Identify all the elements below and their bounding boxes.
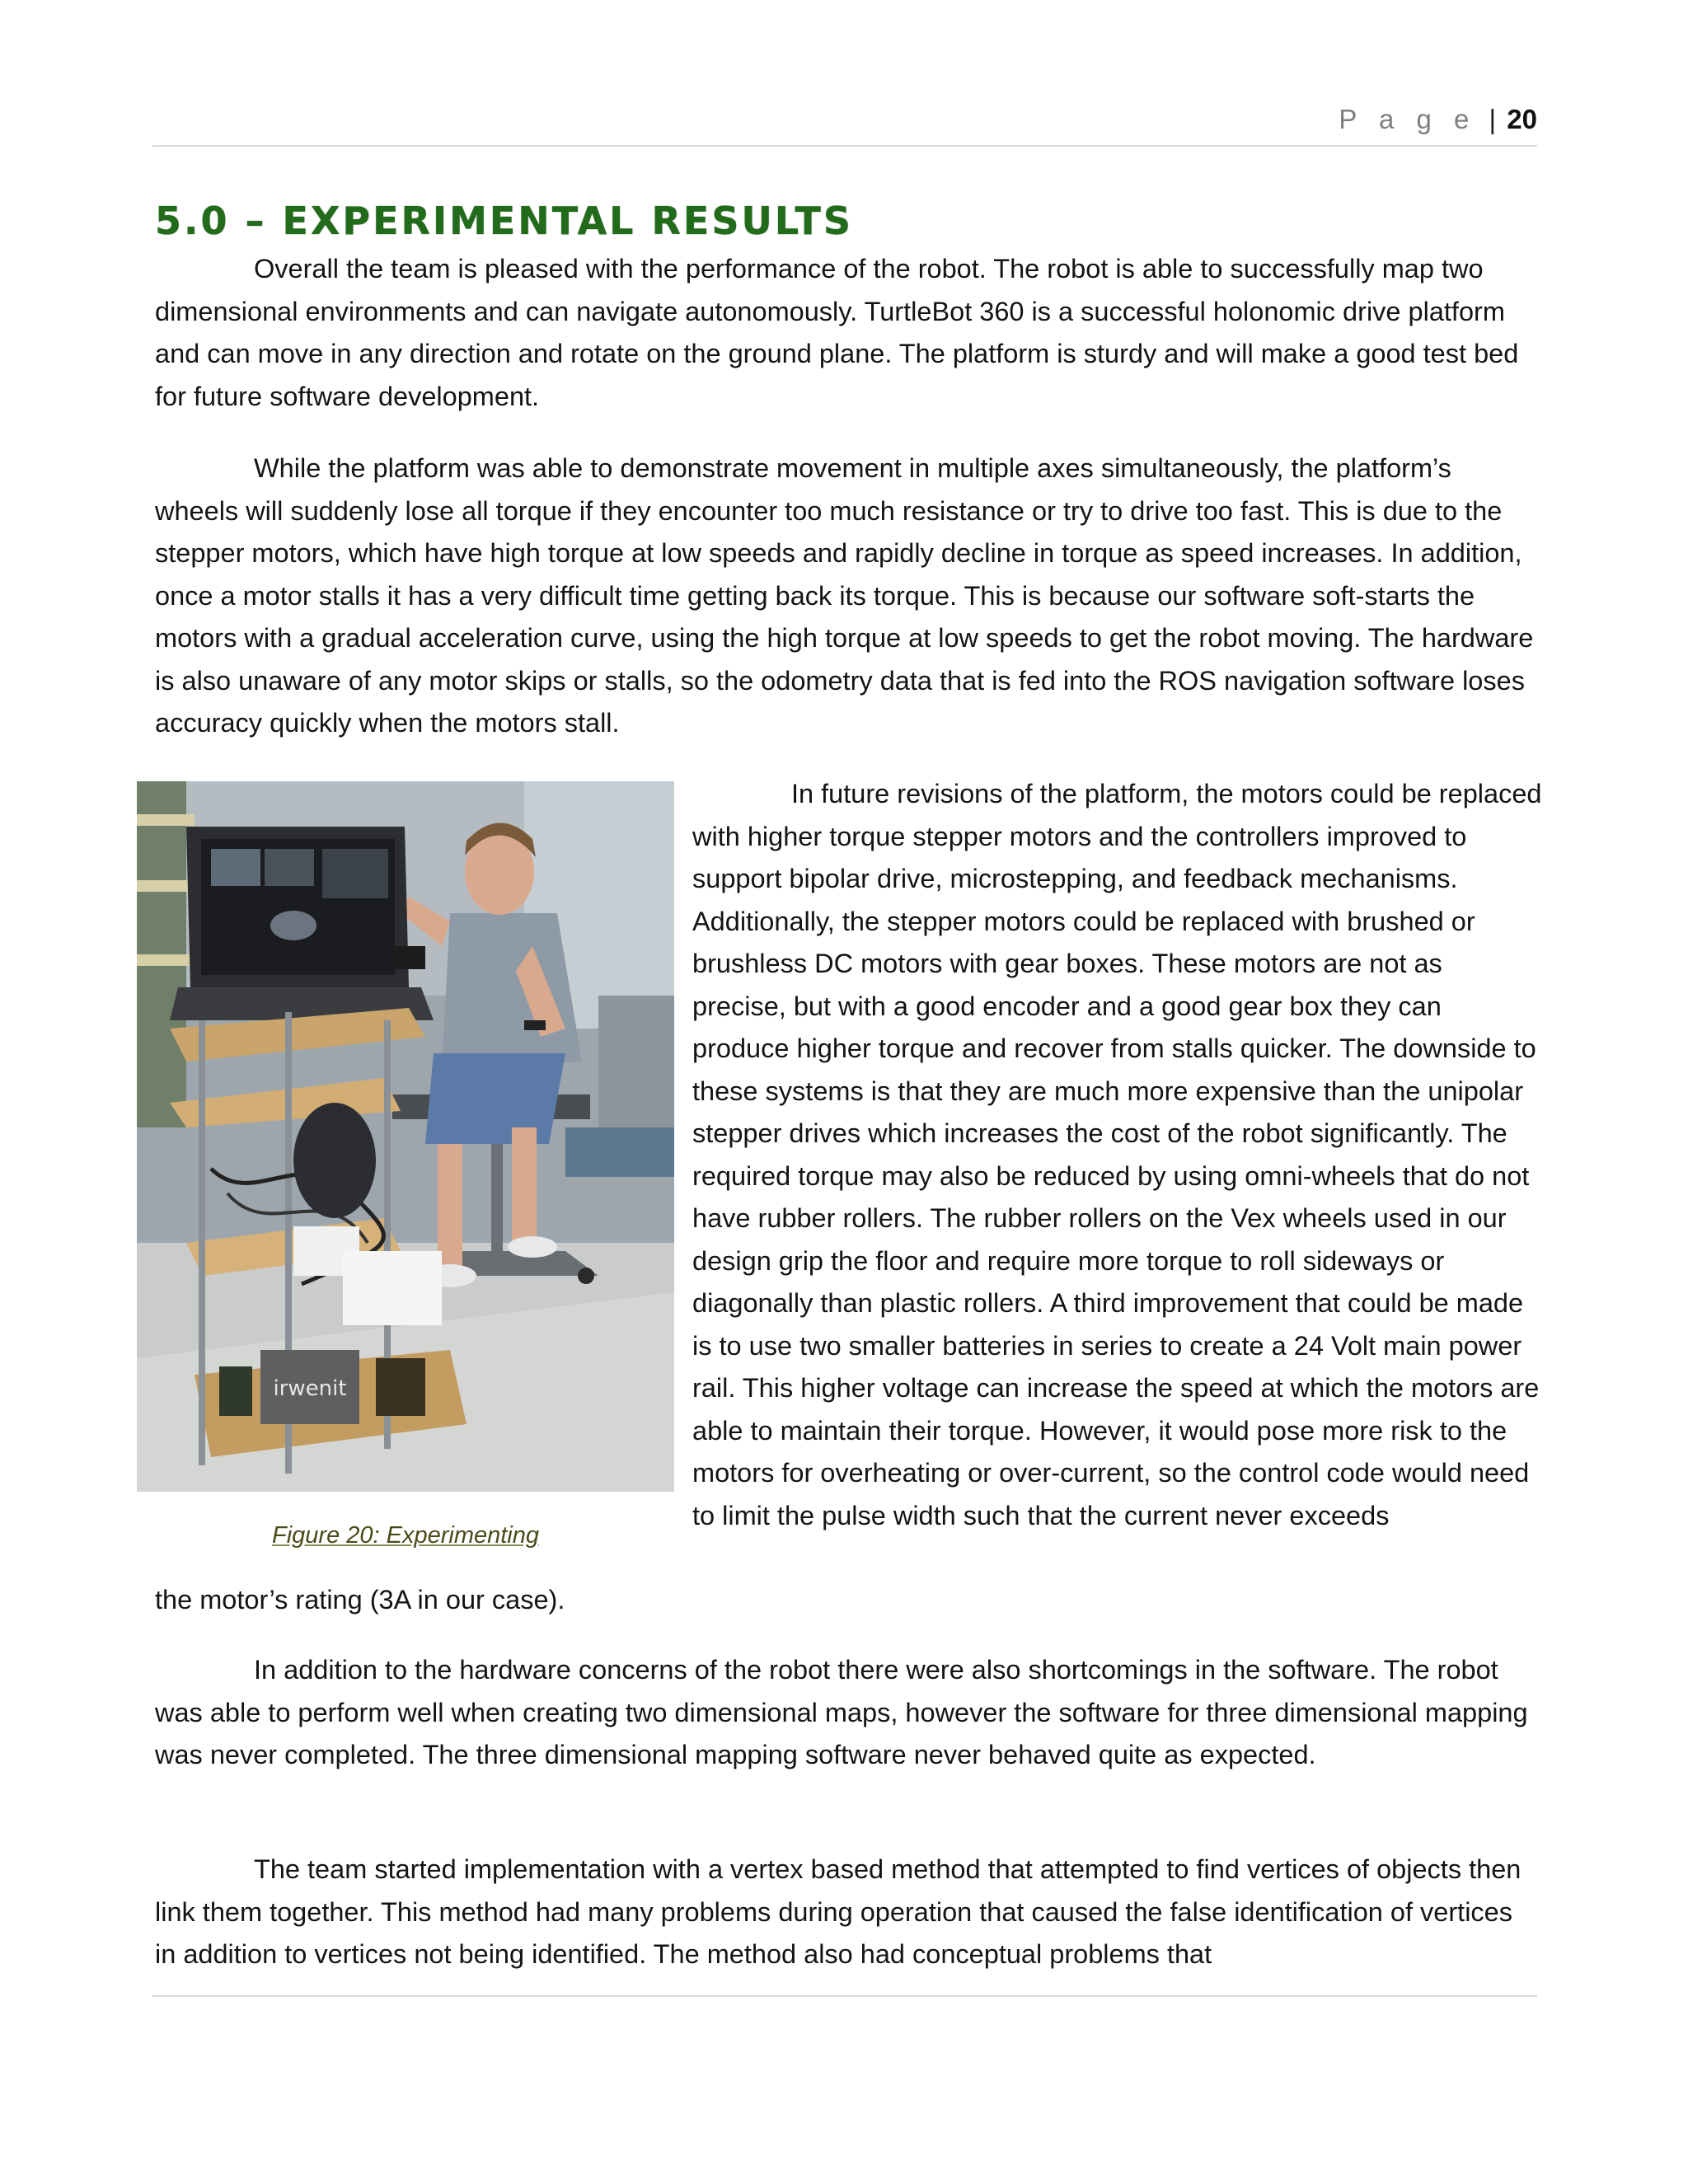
paragraph-vertex-method: The team started implementation with a vertex based method that attempted to find vertices of objects then link them together. This method had many problems during operation that caused the false identification of vertices in addition to vertices not being identified. The method also had conceptual problems that — [155, 1854, 1522, 1969]
paragraph-software-shortcomings: In addition to the hardware concerns of the robot there were also shortcomings in the software. The robot was able to perform well when creating two dimensional maps, however the software for three dimensional mapping was never completed. The three dimensional mapping software never behaved quite as expected. — [155, 1655, 1528, 1769]
section-heading: 5.0 – EXPERIMENTAL RESULTS — [155, 199, 854, 243]
experiment-photo — [137, 781, 674, 1492]
footer-rule — [152, 1995, 1537, 1997]
page-header — [152, 99, 1537, 147]
page-number-value: 20 — [1507, 104, 1537, 134]
paragraph-overall: Overall the team is pleased with the performance of the robot. The robot is able to successfully map two dimensional environments and can navigate autonomously. TurtleBot 360 is a successful holonomic drive platform and can move in any direction and rotate on the ground plane. The platform is sturdy and will make a good test bed for future software development. — [155, 254, 1519, 411]
page-separator: | — [1489, 104, 1497, 134]
page-number — [1339, 99, 1537, 140]
paragraph-torque: While the platform was able to demonstrate movement in multiple axes simultaneously, the platform’s wheels will suddenly lose all torque if they encounter too much resistance or try to drive too fast. This is due to the stepper motors, which have high torque at low speeds and rapidly decline in torque as speed increases. In addition, once a motor stalls it has a very difficult time getting back its torque. This is because our software soft-starts the motors with a gradual acceleration curve, using the high torque at low speeds to get the robot moving. The hardware is also unaware of any motor skips or stalls, so the odometry data that is fed into the ROS navigation software loses accuracy quickly when the motors stall. — [155, 453, 1534, 738]
page-label: P a g e — [1339, 104, 1477, 134]
paragraph-future-revisions-continued: the motor’s rating (3A in our case). — [155, 1585, 565, 1615]
photo-logo-text: irwenit — [273, 1376, 347, 1401]
paragraph-future-revisions: In future revisions of the platform, the motors could be replaced with higher torque stepper motors and the controllers improved to support bipolar drive, microstepping, and feedback mechanisms. Additionally, the stepper motors could be replaced with brushed or brushless DC motors with gear boxes. These motors are not as precise, but with a good encoder and a good gear box they can produce higher torque and recover from stalls quicker. The downside to these systems is that they are much more expensive than the unipolar stepper drives which increases the cost of the robot significantly. The required torque may also be reduced by using omni-wheels that do not have rubber rollers. The rubber rollers on the Vex wheels used in our design grip the floor and require more torque to roll sideways or diagonally than plastic rollers. A third improvement that could be made is to use two smaller batteries in series to create a 24 Volt main power rail. This higher voltage can increase the speed at which the motors are able to maintain their torque. However, it would pose more risk to the motors for overheating or over-current, so the control code would need to limit the pulse width such that the current never exceeds — [692, 779, 1542, 1530]
figure-caption: Figure 20: Experimenting — [272, 1522, 539, 1549]
